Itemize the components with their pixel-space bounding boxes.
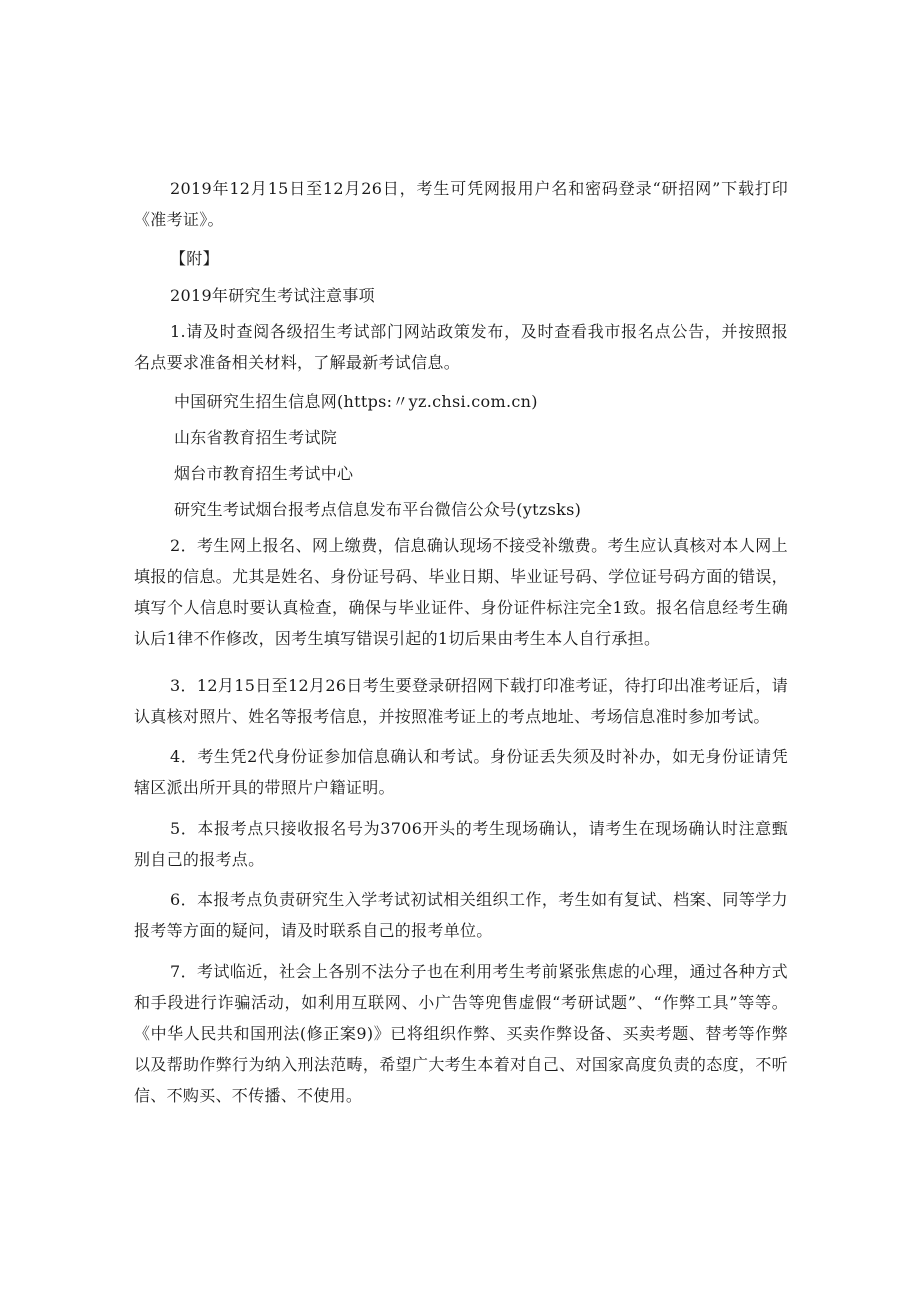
source-shandong: 山东省教育招生考试院 <box>174 428 338 447</box>
notice-item-4: 4．考生凭2代身份证参加信息确认和考试。身份证丢失须及时补办，如无身份证请凭辖区派出所开具的带照片户籍证明。 <box>134 747 788 797</box>
notice-item-6: 6．本报考点负责研究生入学考试初试相关组织工作，考生如有复试、档案、同等学力报考等方面的疑问，请及时联系自己的报考单位。 <box>134 890 788 940</box>
source-wechat: 研究生考试烟台报考点信息发布平台微信公众号(ytzsks) <box>174 500 582 519</box>
notice-title: 2019年研究生考试注意事项 <box>170 286 375 305</box>
appendix-label: 【附】 <box>170 249 219 268</box>
notice-item-5: 5．本报考点只接收报名号为3706开头的考生现场确认，请考生在现场确认时注意甄别自己的报考点。 <box>134 819 788 869</box>
source-chsi: 中国研究生招生信息网(https:〃yz.chsi.com.cn) <box>174 392 538 411</box>
notice-item-7: 7．考试临近，社会上各别不法分子也在利用考生考前紧张焦虑的心理，通过各种方式和手段进行诈骗活动，如利用互联网、小广告等兜售虚假“考研试题”、“作弊工具”等等。《中华人民共和国刑法(修正案9)》已将组织作弊、买卖作弊设备、买卖考题、替考等作弊以及帮助作弊行为纳入刑法范畴，希望广大考生本着对自己、对国家高度负责的态度，不听信、不购买、不传播、不使用。 <box>134 962 788 1105</box>
notice-item-2: 2．考生网上报名、网上缴费，信息确认现场不接受补缴费。考生应认真核对本人网上填报的信息。尤其是姓名、身份证号码、毕业日期、毕业证号码、学位证号码方面的错误，填写个人信息时要认真检查，确保与毕业证件、身份证件标注完全1致。报名信息经考生确认后1律不作修改，因考生填写错误引起的1切后果由考生本人自行承担。 <box>134 536 788 648</box>
notice-item-3: 3．12月15日至12月26日考生要登录研招网下载打印准考证，待打印出准考证后，请认真核对照片、姓名等报考信息，并按照准考证上的考点地址、考场信息准时参加考试。 <box>134 676 788 726</box>
source-yantai: 烟台市教育招生考试中心 <box>174 464 354 483</box>
intro-paragraph: 2019年12月15日至12月26日，考生可凭网报用户名和密码登录“研招网”下载打印《准考证》。 <box>134 179 788 229</box>
notice-item-1: 1.请及时查阅各级招生考试部门网站政策发布，及时查看我市报名点公告，并按照报名点要求准备相关材料，了解最新考试信息。 <box>134 322 788 372</box>
